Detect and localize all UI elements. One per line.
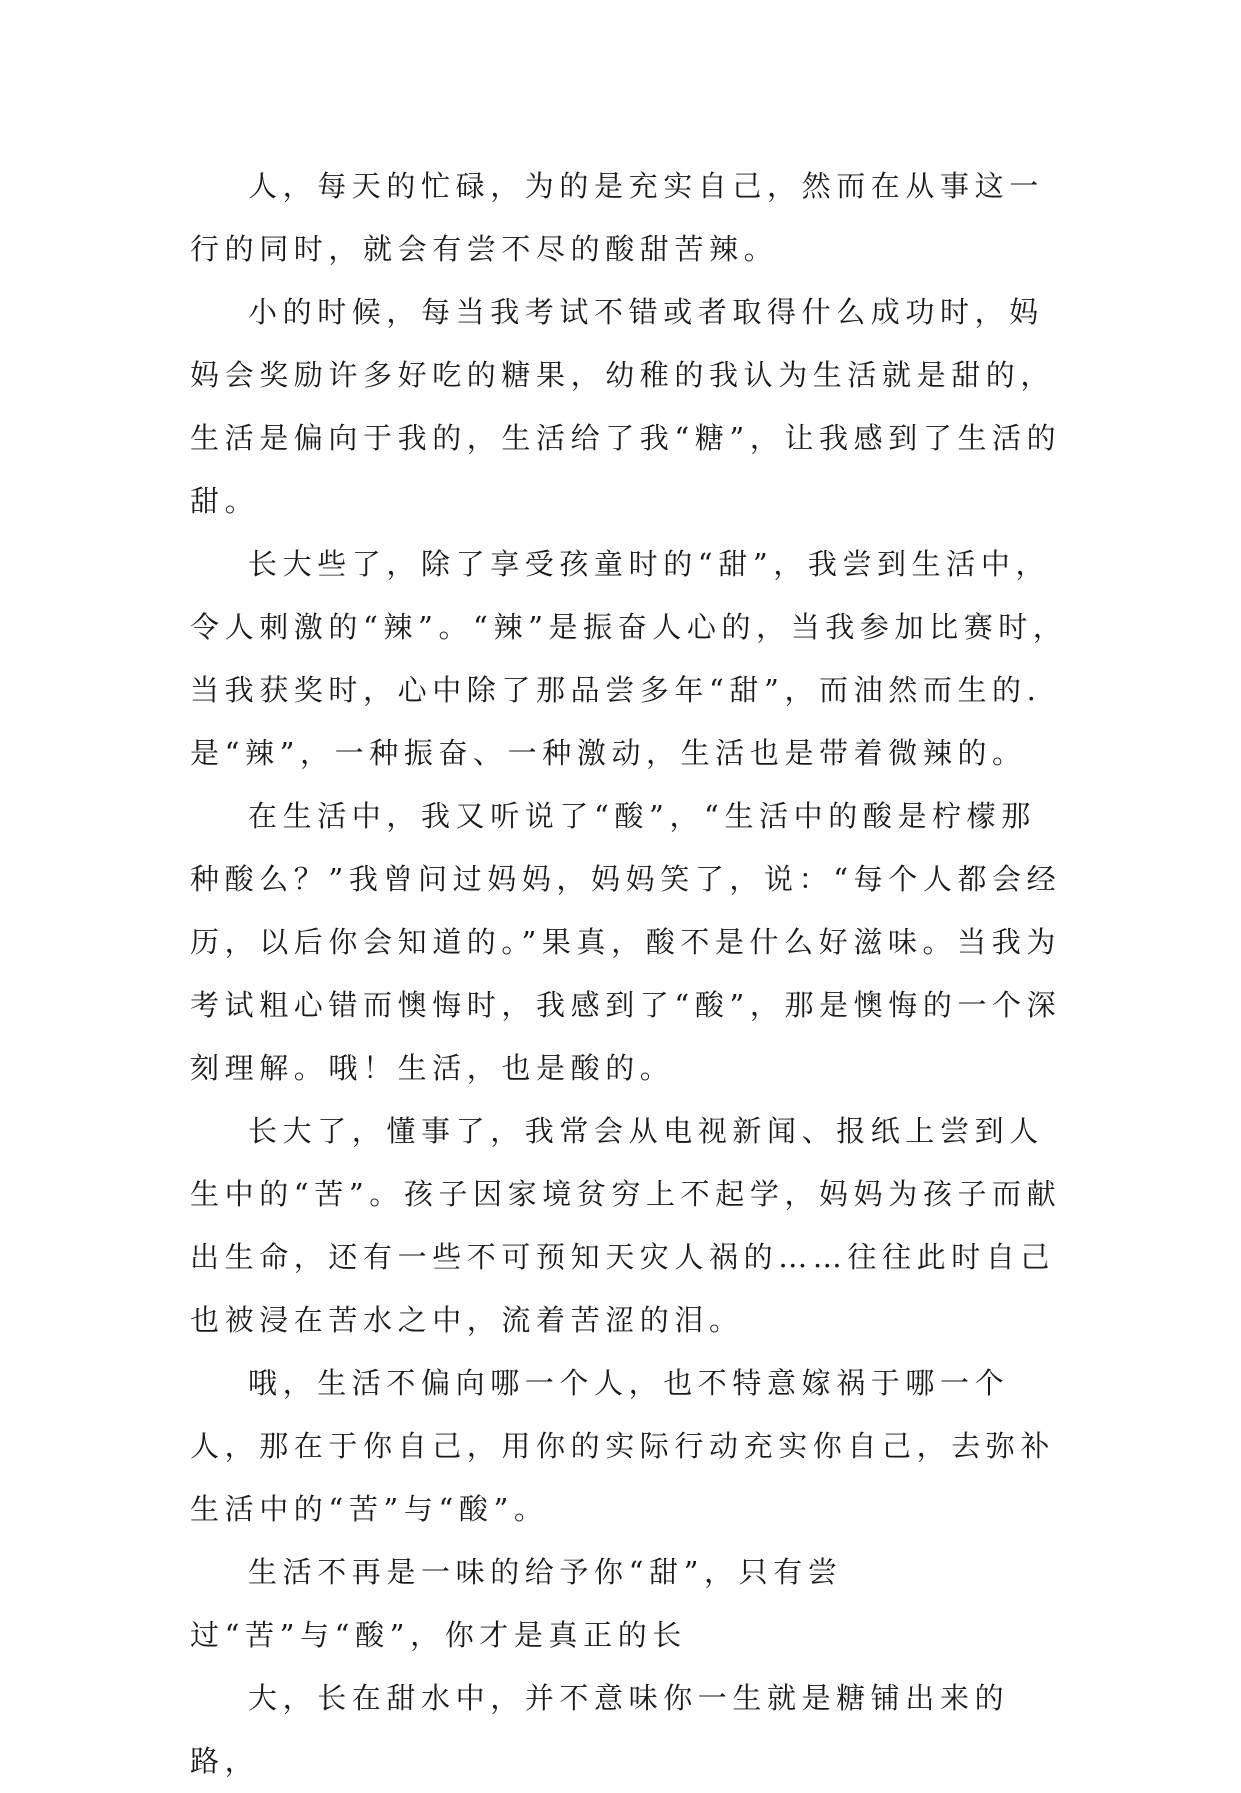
document-body (190, 155, 1070, 1793)
paragraph-1: 人，每天的忙碌，为的是充实自己，然而在从事这一行的同时，就会有尝不尽的酸甜苦辣。 (190, 169, 1044, 266)
paragraph-3: 长大些了，除了享受孩童时的“甜”，我尝到生活中，令人刺激的“辣”。“辣”是振奋人心的，当我参加比赛时，当我获奖时，心中除了那品尝多年“甜”，而油然而生的.是“辣”，一种振奋、一种激动，生活也是带着微辣的。 (190, 547, 1068, 770)
paragraph-2: 小的时候，每当我考试不错或者取得什么成功时，妈妈会奖励许多好吃的糖果，幼稚的我认为生活就是甜的，生活是偏向于我的，生活给了我“糖”，让我感到了生活的甜。 (190, 295, 1062, 518)
paragraph-7: 生活不再是一味的给予你“甜”，只有尝过“苦”与“酸”，你才是真正的长 (190, 1555, 843, 1652)
paragraph-8: 大，长在甜水中，并不意味你一生就是糖铺出来的路， (190, 1681, 1010, 1778)
paragraph-5: 长大了，懂事了，我常会从电视新闻、报纸上尝到人生中的“苦”。孩子因家境贫穷上不起学，妈妈为孩子而献出生命，还有一些不可预知天灾人祸的……往往此时自己也被浸在苦水之中，流着苦涩的泪。 (190, 1114, 1062, 1337)
paragraph-6: 哦，生活不偏向哪一个人，也不特意嫁祸于哪一个人，那在于你自己，用你的实际行动充实你自己，去弥补生活中的“苦”与“酸”。 (190, 1366, 1056, 1526)
paragraph-4: 在生活中，我又听说了“酸”，“生活中的酸是柠檬那种酸么？”我曾问过妈妈，妈妈笑了，说：“每个人都会经历，以后你会知道的。”果真，酸不是什么好滋味。当我为考试粗心错而懊悔时，我感到了“酸”，那是懊悔的一个深刻理解。哦！生活，也是酸的。 (190, 799, 1062, 1085)
